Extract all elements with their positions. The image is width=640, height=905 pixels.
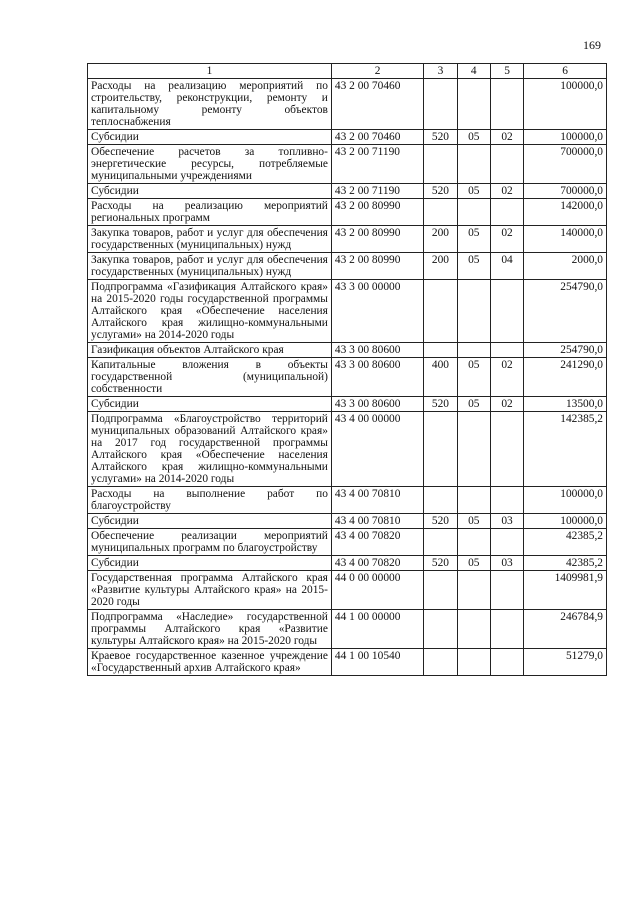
row-name-cell: Капитальные вложения в объекты государственной (муниципальной) собственности: [88, 358, 332, 397]
row-code-cell: 43 4 00 70810: [331, 514, 423, 529]
row-expense-type-cell: [424, 79, 457, 130]
row-subsection-cell: [490, 280, 523, 343]
row-amount-cell: 100000,0: [524, 130, 607, 145]
row-section-cell: [457, 145, 490, 184]
row-code-cell: 43 4 00 70820: [331, 529, 423, 556]
column-number-4: 4: [457, 64, 490, 79]
budget-table: [87, 63, 607, 676]
row-amount-cell: 2000,0: [524, 253, 607, 280]
row-amount-cell: 241290,0: [524, 358, 607, 397]
row-section-cell: 05: [457, 253, 490, 280]
row-section-cell: 05: [457, 226, 490, 253]
row-amount-cell: 254790,0: [524, 343, 607, 358]
row-expense-type-cell: [424, 145, 457, 184]
row-name-cell: Подпрограмма «Наследие» государственной программы Алтайского края «Развитие культуры Алтайского края» на 2015-2020 годы: [88, 610, 332, 649]
table-row: [88, 253, 607, 280]
row-subsection-cell: [490, 145, 523, 184]
row-section-cell: [457, 610, 490, 649]
row-code-cell: 44 1 00 10540: [331, 649, 423, 676]
row-name-cell: Краевое государственное казенное учреждение «Государственный архив Алтайского края»: [88, 649, 332, 676]
row-subsection-cell: [490, 412, 523, 487]
row-code-cell: 43 2 00 71190: [331, 184, 423, 199]
table-row: [88, 145, 607, 184]
table-row: [88, 610, 607, 649]
row-code-cell: 43 4 00 70820: [331, 556, 423, 571]
row-code-cell: 43 2 00 80990: [331, 253, 423, 280]
row-subsection-cell: [490, 529, 523, 556]
row-name-cell: Расходы на реализацию мероприятий региональных программ: [88, 199, 332, 226]
row-code-cell: 43 3 00 80600: [331, 397, 423, 412]
row-expense-type-cell: [424, 610, 457, 649]
column-number-6: 6: [524, 64, 607, 79]
row-name-cell: Государственная программа Алтайского края «Развитие культуры Алтайского края» на 2015-2020 годы: [88, 571, 332, 610]
row-section-cell: [457, 280, 490, 343]
row-name-cell: Закупка товаров, работ и услуг для обеспечения государственных (муниципальных) нужд: [88, 226, 332, 253]
row-name-cell: Обеспечение расчетов за топливно-энергетические ресурсы, потребляемые муниципальными учреждениями: [88, 145, 332, 184]
row-amount-cell: 100000,0: [524, 487, 607, 514]
table-row: [88, 514, 607, 529]
row-name-cell: Подпрограмма «Газификация Алтайского края» на 2015-2020 годы государственной программы Алтайского края «Обеспечение населения Алтайского края жилищно-коммунальными услугами» на 2014-2020 годы: [88, 280, 332, 343]
table-row: [88, 571, 607, 610]
row-expense-type-cell: 200: [424, 226, 457, 253]
row-subsection-cell: 03: [490, 556, 523, 571]
row-code-cell: 43 3 00 00000: [331, 280, 423, 343]
column-number-5: 5: [490, 64, 523, 79]
table-row: [88, 226, 607, 253]
row-expense-type-cell: 520: [424, 130, 457, 145]
row-subsection-cell: 02: [490, 184, 523, 199]
row-name-cell: Субсидии: [88, 514, 332, 529]
row-amount-cell: 142000,0: [524, 199, 607, 226]
row-code-cell: 44 0 00 00000: [331, 571, 423, 610]
row-section-cell: 05: [457, 397, 490, 412]
row-subsection-cell: [490, 199, 523, 226]
row-expense-type-cell: 520: [424, 184, 457, 199]
row-code-cell: 43 4 00 00000: [331, 412, 423, 487]
row-subsection-cell: [490, 610, 523, 649]
row-expense-type-cell: [424, 571, 457, 610]
row-expense-type-cell: [424, 529, 457, 556]
row-amount-cell: 51279,0: [524, 649, 607, 676]
row-section-cell: 05: [457, 556, 490, 571]
row-name-cell: Субсидии: [88, 397, 332, 412]
row-amount-cell: 140000,0: [524, 226, 607, 253]
row-section-cell: [457, 79, 490, 130]
row-expense-type-cell: 200: [424, 253, 457, 280]
row-name-cell: Субсидии: [88, 556, 332, 571]
row-amount-cell: 700000,0: [524, 145, 607, 184]
table-row: [88, 649, 607, 676]
row-section-cell: 05: [457, 358, 490, 397]
row-section-cell: [457, 649, 490, 676]
table-header-row: [88, 64, 607, 79]
row-name-cell: Обеспечение реализации мероприятий муниципальных программ по благоустройству: [88, 529, 332, 556]
row-name-cell: Подпрограмма «Благоустройство территорий муниципальных образований Алтайского края» на 2017 год государственной программы Алтайского края «Обеспечение населения Алтайского края жилищно-коммунальными услугами» на 2014-2020 годы: [88, 412, 332, 487]
row-section-cell: [457, 529, 490, 556]
row-code-cell: 43 3 00 80600: [331, 343, 423, 358]
row-expense-type-cell: 520: [424, 514, 457, 529]
row-section-cell: 05: [457, 514, 490, 529]
row-expense-type-cell: 520: [424, 397, 457, 412]
row-section-cell: [457, 343, 490, 358]
row-expense-type-cell: [424, 343, 457, 358]
row-amount-cell: 1409981,9: [524, 571, 607, 610]
table-row: [88, 358, 607, 397]
row-subsection-cell: [490, 343, 523, 358]
row-subsection-cell: 02: [490, 226, 523, 253]
row-name-cell: Газификация объектов Алтайского края: [88, 343, 332, 358]
row-amount-cell: 254790,0: [524, 280, 607, 343]
row-code-cell: 43 2 00 70460: [331, 130, 423, 145]
row-expense-type-cell: [424, 412, 457, 487]
row-code-cell: 43 2 00 71190: [331, 145, 423, 184]
table-row: [88, 184, 607, 199]
table-row: [88, 487, 607, 514]
table-row: [88, 556, 607, 571]
row-name-cell: Расходы на реализацию мероприятий по строительству, реконструкции, ремонту и капитальному ремонту объектов теплоснабжения: [88, 79, 332, 130]
row-code-cell: 43 2 00 80990: [331, 226, 423, 253]
row-expense-type-cell: 520: [424, 556, 457, 571]
column-number-2: 2: [331, 64, 423, 79]
row-amount-cell: 100000,0: [524, 79, 607, 130]
row-amount-cell: 42385,2: [524, 556, 607, 571]
row-name-cell: Субсидии: [88, 130, 332, 145]
row-code-cell: 43 4 00 70810: [331, 487, 423, 514]
table-row: [88, 130, 607, 145]
row-subsection-cell: 02: [490, 358, 523, 397]
row-amount-cell: 42385,2: [524, 529, 607, 556]
row-amount-cell: 700000,0: [524, 184, 607, 199]
table-row: [88, 397, 607, 412]
table-row: [88, 79, 607, 130]
row-name-cell: Закупка товаров, работ и услуг для обеспечения государственных (муниципальных) нужд: [88, 253, 332, 280]
row-subsection-cell: [490, 487, 523, 514]
row-subsection-cell: [490, 79, 523, 130]
column-number-3: 3: [424, 64, 457, 79]
row-code-cell: 43 3 00 80600: [331, 358, 423, 397]
table-row: [88, 280, 607, 343]
row-expense-type-cell: [424, 487, 457, 514]
row-subsection-cell: [490, 571, 523, 610]
row-expense-type-cell: [424, 280, 457, 343]
row-subsection-cell: 04: [490, 253, 523, 280]
row-subsection-cell: [490, 649, 523, 676]
row-section-cell: [457, 571, 490, 610]
row-code-cell: 43 2 00 70460: [331, 79, 423, 130]
row-expense-type-cell: [424, 199, 457, 226]
row-subsection-cell: 03: [490, 514, 523, 529]
column-number-1: 1: [88, 64, 332, 79]
row-section-cell: [457, 412, 490, 487]
table-row: [88, 343, 607, 358]
row-section-cell: 05: [457, 184, 490, 199]
table-row: [88, 199, 607, 226]
row-section-cell: [457, 199, 490, 226]
row-amount-cell: 100000,0: [524, 514, 607, 529]
table-row: [88, 412, 607, 487]
row-subsection-cell: 02: [490, 130, 523, 145]
row-section-cell: 05: [457, 130, 490, 145]
row-subsection-cell: 02: [490, 397, 523, 412]
page-number: 169: [583, 38, 601, 52]
table-row: [88, 529, 607, 556]
row-expense-type-cell: 400: [424, 358, 457, 397]
row-expense-type-cell: [424, 649, 457, 676]
row-amount-cell: 142385,2: [524, 412, 607, 487]
row-name-cell: Субсидии: [88, 184, 332, 199]
row-code-cell: 44 1 00 00000: [331, 610, 423, 649]
row-name-cell: Расходы на выполнение работ по благоустройству: [88, 487, 332, 514]
row-amount-cell: 13500,0: [524, 397, 607, 412]
row-code-cell: 43 2 00 80990: [331, 199, 423, 226]
row-amount-cell: 246784,9: [524, 610, 607, 649]
row-section-cell: [457, 487, 490, 514]
